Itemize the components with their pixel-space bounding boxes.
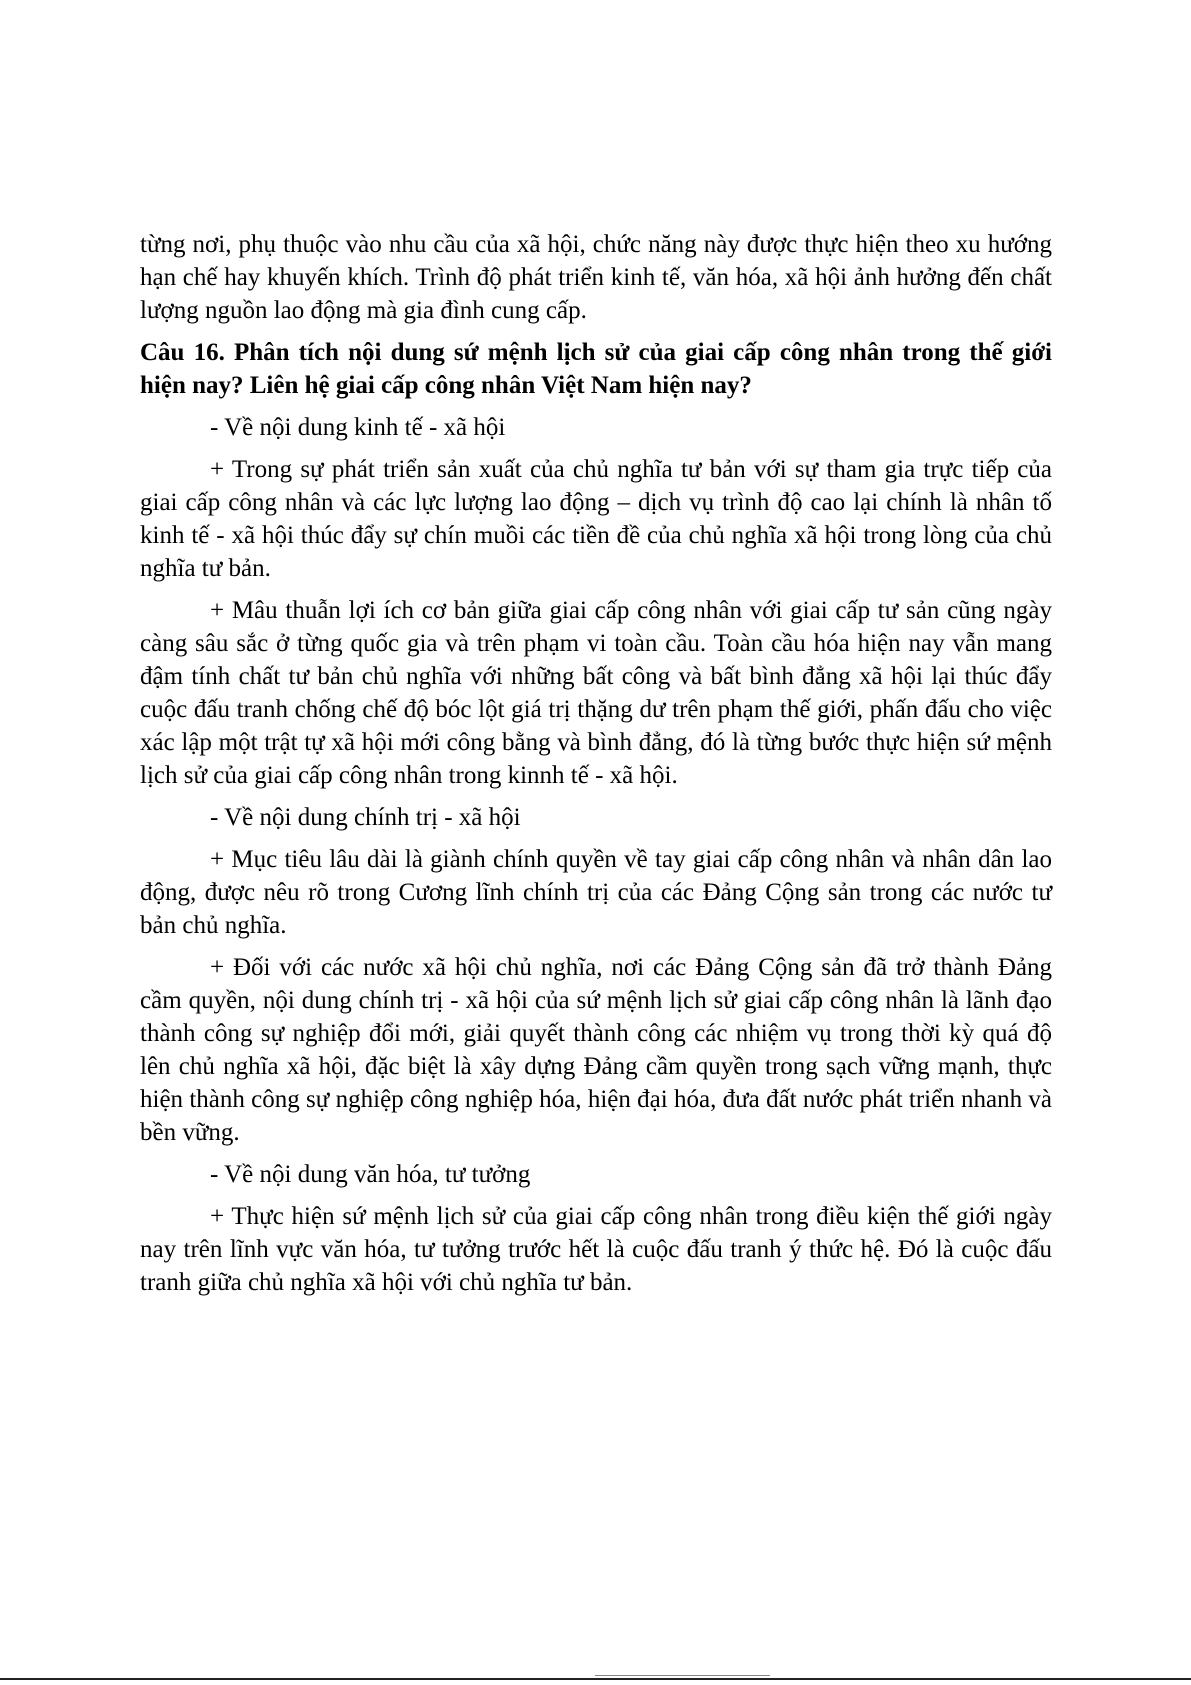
- footer-divider: [0, 1678, 1191, 1680]
- intro-paragraph: từng nơi, phụ thuộc vào nhu cầu của xã hội, chức năng này được thực hiện theo xu hướng hạn chế hay khuyến khích. Trình độ phát triển kinh tế, văn hóa, xã hội ảnh hưởng đến chất lượng nguồn lao động mà gia đình cung cấp.: [140, 231, 1052, 324]
- section-title-economic: - Về nội dung kinh tế - xã hội: [210, 414, 506, 441]
- section-title-cultural: - Về nội dung văn hóa, tư tưởng: [210, 1161, 531, 1188]
- paragraph-political-1: + Mục tiêu lâu dài là giành chính quyền về tay giai cấp công nhân và nhân dân lao động, được nêu rõ trong Cương lĩnh chính trị của các Đảng Cộng sản trong các nước tư bản chủ nghĩa.: [140, 846, 1052, 939]
- paragraph-political-2: + Đối với các nước xã hội chủ nghĩa, nơi các Đảng Cộng sản đã trở thành Đảng cầm quyền, nội dung chính trị - xã hội của sứ mệnh lịch sử giai cấp công nhân là lãnh đạo thành công sự nghiệp đổi mới, giải quyết thành công các nhiệm vụ trong thời kỳ quá độ lên chủ nghĩa xã hội, đặc biệt là xây dựng Đảng cầm quyền trong sạch vững mạnh, thực hiện thành công sự nghiệp công nghiệp hóa, hiện đại hóa, đưa đất nước phát triển nhanh và bền vững.: [140, 954, 1052, 1146]
- footer-divider-short: [595, 1675, 770, 1676]
- paragraph-cultural-1: + Thực hiện sứ mệnh lịch sử của giai cấp công nhân trong điều kiện thế giới ngày nay trên lĩnh vực văn hóa, tư tưởng trước hết là cuộc đấu tranh ý thức hệ. Đó là cuộc đấu tranh giữa chủ nghĩa xã hội với chủ nghĩa tư bản.: [140, 1203, 1052, 1296]
- paragraph-economic-2: + Mâu thuẫn lợi ích cơ bản giữa giai cấp công nhân với giai cấp tư sản cũng ngày càng sâu sắc ở từng quốc gia và trên phạm vi toàn cầu. Toàn cầu hóa hiện nay vẫn mang đậm tính chất tư bản chủ nghĩa với những bất công và bất bình đẳng xã hội lại thúc đẩy cuộc đấu tranh chống chế độ bóc lột giá trị thặng dư trên phạm thế giới, phấn đấu cho việc xác lập một trật tự xã hội mới công bằng và bình đẳng, đó là từng bước thực hiện sứ mệnh lịch sử của giai cấp công nhân trong kinnh tế - xã hội.: [140, 597, 1052, 789]
- document-page: [140, 228, 1052, 1299]
- paragraph-economic-1: + Trong sự phát triển sản xuất của chủ nghĩa tư bản với sự tham gia trực tiếp của giai cấp công nhân và các lực lượng lao động – dịch vụ trình độ cao lại chính là nhân tố kinh tế - xã hội thúc đẩy sự chín muồi các tiền đề của chủ nghĩa xã hội trong lòng của chủ nghĩa tư bản.: [140, 456, 1052, 582]
- section-title-political: - Về nội dung chính trị - xã hội: [210, 804, 521, 831]
- question-heading: Câu 16. Phân tích nội dung sứ mệnh lịch sử của giai cấp công nhân trong thế giới hiện nay? Liên hệ giai cấp công nhân Việt Nam hiện nay?: [140, 339, 1052, 399]
